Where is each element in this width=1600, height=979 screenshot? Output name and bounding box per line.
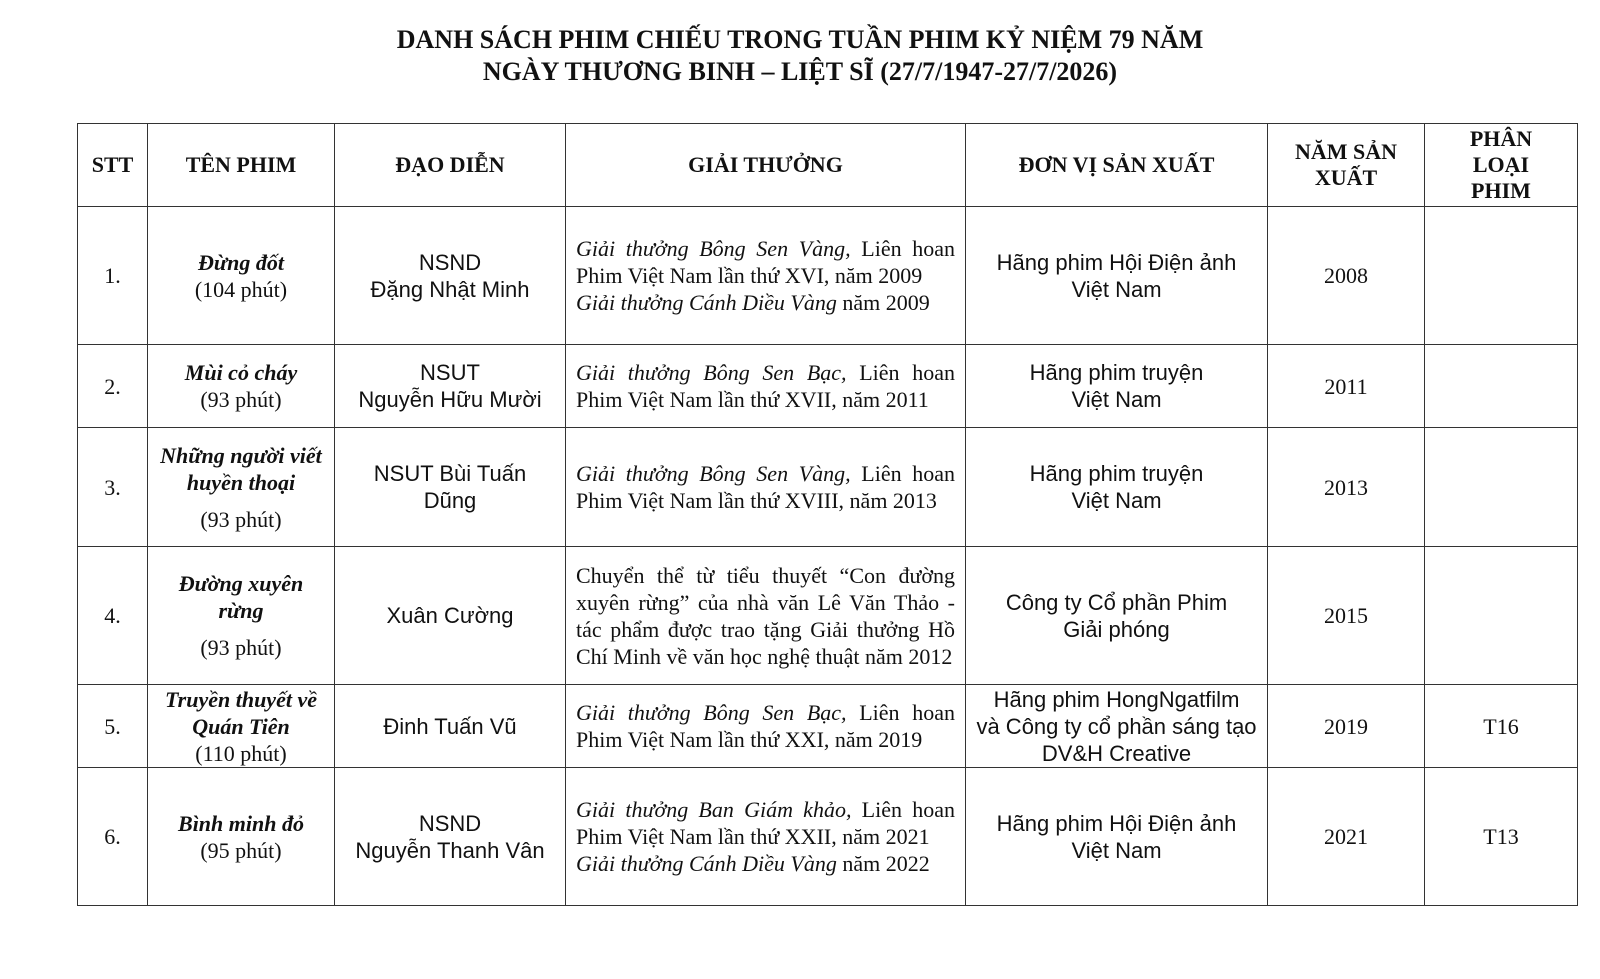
row-stt: 4. [78, 547, 148, 685]
award-detail: Liên hoan Phim Việt Nam lần thứ XVII, năm 2011 [576, 360, 955, 412]
award-name: Giải thưởng Bông Sen Vàng, [576, 236, 851, 261]
director-name: Nguyễn Thanh Vân [355, 837, 545, 863]
award-name: Giải thưởng Cánh Diều Vàng [576, 290, 837, 315]
header-rating-line-3: PHIM [1471, 178, 1531, 203]
award-entry [576, 235, 955, 289]
title-line-1: DANH SÁCH PHIM CHIẾU TRONG TUẦN PHIM KỶ NIỆM 79 NĂM [396, 25, 1204, 54]
award-entry [576, 359, 955, 413]
director-title: NSUT [420, 360, 480, 385]
film-name-cell [148, 768, 335, 906]
spacer [158, 624, 324, 634]
award-entry [576, 289, 955, 316]
producer-cell [966, 345, 1268, 428]
producer-line: Việt Nam [1071, 276, 1162, 302]
director-cell [335, 428, 566, 547]
director-cell [335, 547, 566, 685]
year-cell: 2011 [1268, 345, 1425, 428]
award-name: Giải thưởng Cánh Diều Vàng [576, 851, 837, 876]
year-cell: 2019 [1268, 685, 1425, 768]
header-year-line-1: NĂM SẢN [1294, 139, 1398, 164]
producer-line: Hãng phim truyện [1029, 360, 1204, 385]
year-cell: 2021 [1268, 768, 1425, 906]
rating-cell [1425, 345, 1578, 428]
award-name: Giải thưởng Bông Sen Bạc, [576, 700, 847, 725]
row-stt: 3. [78, 428, 148, 547]
award-name: Giải thưởng Ban Giám khảo, [576, 797, 852, 822]
header-director: ĐẠO DIỄN [335, 124, 566, 207]
row-stt: 6. [78, 768, 148, 906]
producer-line: Hãng phim Hội Điện ảnh [996, 249, 1237, 275]
award-cell [566, 207, 966, 345]
header-stt: STT [78, 124, 148, 207]
film-name-cell [148, 547, 335, 685]
director-cell [335, 768, 566, 906]
film-name-cell [148, 207, 335, 345]
row-stt: 2. [78, 345, 148, 428]
award-detail: năm 2022 [836, 851, 930, 876]
film-name: Những người viết huyền thoại [160, 442, 322, 495]
producer-line: Công ty Cổ phần Phim [1005, 589, 1228, 615]
award-cell [566, 685, 966, 768]
producer-line: và Công ty cổ phần sáng tạo [976, 713, 1257, 739]
producer-line: DV&H Creative [1041, 740, 1192, 766]
film-name-cell [148, 345, 335, 428]
film-duration: (93 phút) [200, 506, 282, 532]
producer-cell [966, 207, 1268, 345]
film-list-table [77, 123, 1578, 906]
producer-line: Hãng phim Hội Điện ảnh [996, 810, 1237, 836]
header-film-name: TÊN PHIM [148, 124, 335, 207]
producer-cell [966, 547, 1268, 685]
header-rating [1425, 124, 1578, 207]
director-cell [335, 345, 566, 428]
award-detail: Liên hoan Phim Việt Nam lần thứ XVIII, năm 2013 [576, 461, 955, 513]
film-name-cell [148, 685, 335, 768]
year-cell: 2015 [1268, 547, 1425, 685]
spacer [158, 496, 324, 506]
producer-line: Hãng phim HongNgatfilm [993, 686, 1240, 712]
table-row [78, 428, 1578, 547]
award-detail: Liên hoan Phim Việt Nam lần thứ XVI, năm 2009 [576, 236, 955, 288]
film-name: Đường xuyên rừng [178, 571, 304, 623]
film-name: Truyền thuyết về Quán Tiên [165, 686, 317, 739]
film-duration: (93 phút) [200, 635, 282, 660]
film-duration: (95 phút) [200, 837, 282, 863]
producer-cell [966, 768, 1268, 906]
table-row [78, 207, 1578, 345]
director-cell [335, 685, 566, 768]
header-rating-line-2: LOẠI [1472, 152, 1530, 177]
table-row [78, 685, 1578, 768]
film-name: Bình minh đỏ [178, 810, 304, 836]
producer-line: Hãng phim truyện [1029, 461, 1204, 486]
producer-line: Giải phóng [1063, 616, 1170, 642]
award-entry [576, 796, 955, 850]
producer-cell [966, 685, 1268, 768]
table-row [78, 345, 1578, 428]
row-stt: 5. [78, 685, 148, 768]
year-cell: 2013 [1268, 428, 1425, 547]
award-entry: Chuyển thể từ tiểu thuyết “Con đường xuyên rừng” của nhà văn Lê Văn Thảo - tác phẩm được trao tặng Giải thưởng Hồ Chí Minh về văn học nghệ thuật năm 2012 [576, 562, 955, 669]
producer-line: Việt Nam [1071, 387, 1162, 412]
award-name: Giải thưởng Bông Sen Vàng, [576, 461, 851, 486]
table-header-row [78, 124, 1578, 207]
header-award: GIẢI THƯỞNG [566, 124, 966, 207]
rating-cell: T16 [1425, 685, 1578, 768]
award-cell [566, 768, 966, 906]
table-row [78, 547, 1578, 685]
header-year-line-2: XUẤT [1314, 165, 1378, 190]
award-cell [566, 428, 966, 547]
table-row [78, 768, 1578, 906]
header-producer: ĐƠN VỊ SẢN XUẤT [966, 124, 1268, 207]
film-name: Đừng đốt [198, 249, 284, 275]
director-name: NSUT Bùi Tuấn Dũng [373, 461, 527, 513]
award-detail: Liên hoan Phim Việt Nam lần thứ XXI, năm 2019 [576, 700, 955, 752]
director-name: Đinh Tuấn Vũ [383, 713, 517, 739]
producer-line: Việt Nam [1071, 837, 1162, 863]
rating-cell [1425, 207, 1578, 345]
director-name: Xuân Cường [386, 603, 514, 628]
award-detail: năm 2009 [836, 290, 930, 315]
award-entry [576, 850, 955, 877]
director-name: Đặng Nhật Minh [370, 276, 530, 302]
film-duration: (93 phút) [200, 387, 282, 412]
rating-cell [1425, 428, 1578, 547]
award-cell [566, 547, 966, 685]
award-name: Giải thưởng Bông Sen Bạc, [576, 360, 847, 385]
director-name: Nguyễn Hữu Mười [358, 387, 542, 412]
award-entry [576, 699, 955, 753]
film-duration: (104 phút) [194, 276, 288, 302]
award-cell [566, 345, 966, 428]
producer-cell [966, 428, 1268, 547]
row-stt: 1. [78, 207, 148, 345]
document-title [0, 24, 1600, 88]
rating-cell [1425, 547, 1578, 685]
year-cell: 2008 [1268, 207, 1425, 345]
rating-cell: T13 [1425, 768, 1578, 906]
award-detail: Liên hoan Phim Việt Nam lần thứ XXII, năm 2021 [576, 797, 955, 849]
title-line-2: NGÀY THƯƠNG BINH – LIỆT SĨ (27/7/1947-27/7/2026) [482, 57, 1118, 86]
director-title: NSND [418, 249, 482, 275]
film-name: Mùi cỏ cháy [184, 360, 298, 385]
director-title: NSND [418, 810, 482, 836]
film-name-cell [148, 428, 335, 547]
award-entry [576, 460, 955, 514]
film-duration: (110 phút) [195, 740, 287, 766]
header-rating-line-1: PHÂN [1469, 126, 1533, 151]
director-cell [335, 207, 566, 345]
producer-line: Việt Nam [1071, 488, 1162, 513]
header-year [1268, 124, 1425, 207]
